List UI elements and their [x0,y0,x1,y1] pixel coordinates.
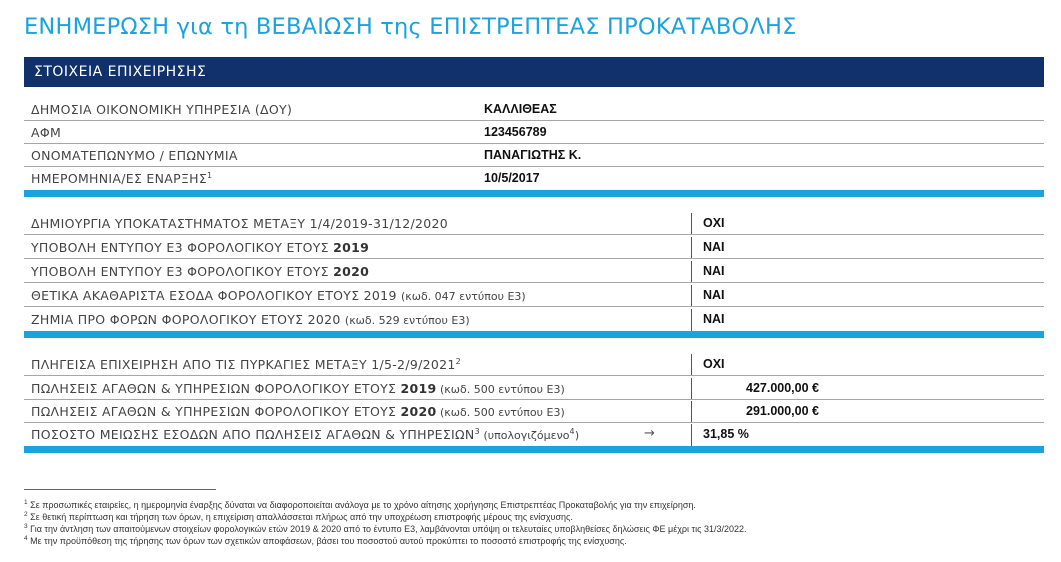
footnote-ref-2: 2 [455,357,461,366]
e3-2019-value: ΝΑΙ [703,240,725,254]
doy-value: ΚΑΛΛΙΘΕΑΣ [484,102,557,116]
row-branch [24,213,1044,235]
loss-value: ΝΑΙ [703,312,725,326]
sales-2020-value: 291.000,00 € [746,404,819,418]
doy-label: ΔΗΜΟΣΙΑ ΟΙΚΟΝΟΜΙΚΗ ΥΠΗΡΕΣΙΑ (ΔΟΥ) [31,102,293,117]
revenue-reduction-value: 31,85 % [703,427,749,441]
name-value: ΠΑΝΑΓΙΩΤΗΣ Κ. [484,148,582,162]
row-e3-2020 [24,261,1044,283]
name-label: ΟΝΟΜΑΤΕΠΩΝΥΜΟ / ΕΠΩΝΥΜΙΑ [31,148,238,163]
start-date-value: 10/5/2017 [484,171,540,185]
sales-2020-label: ΠΩΛΗΣΕΙΣ ΑΓΑΘΩΝ & ΥΠΗΡΕΣΙΩΝ ΦΟΡΟΛΟΓΙΚΟΥ ΕΤΟΥΣ 2020 (κωδ. 500 εντύπου Ε3) [31,404,565,419]
row-name [24,145,1044,167]
footnote-3: $^3$ Για την άντληση των απαιτούμενων στοιχείων φορολογικών ετών 2019 & 2020 από το έντυπο Ε3, λαμβάνονται υπόψη οι τελευταίες υποβληθείσες δηλώσεις ΦΕ μέχρι τις 31/3/2022. [24,523,747,534]
column-divider [691,285,692,306]
section-divider-1 [24,190,1044,197]
column-divider [691,237,692,258]
footnote-2: $^2$ Σε θετική περίπτωση και τήρηση των όρων, η επιχείριση απαλλάσσεται πλήρως από την υποχρέωση επιστροφής μέρους της ενίσχυσης. [24,511,573,522]
section-divider-3 [24,446,1044,453]
e3-2020-label: ΥΠΟΒΟΛΗ ΕΝΤΥΠΟΥ Ε3 ΦΟΡΟΛΟΓΙΚΟΥ ΕΤΟΥΣ 2020 [31,264,370,279]
loss-label: ΖΗΜΙΑ ΠΡΟ ΦΟΡΩΝ ΦΟΡΟΛΟΓΙΚΟΥ ΕΤΟΥΣ 2020 (κωδ. 529 εντύπου Ε3) [31,312,470,327]
branch-label: ΔΗΜΙΟΥΡΓΙΑ ΥΠΟΚΑΤΑΣΤΗΜΑΤΟΣ ΜΕΤΑΞΥ 1/4/2019-31/12/2020 [31,216,449,231]
page-title: ΕΝΗΜΕΡΩΣΗ για τη ΒΕΒΑΙΩΣΗ της ΕΠΙΣΤΡΕΠΤΕΑΣ ΠΡΟΚΑΤΑΒΟΛΗΣ [24,14,797,40]
row-sales-2020 [24,401,1044,423]
column-divider [691,378,692,399]
branch-value: ΟΧΙ [703,216,725,230]
row-start-date [24,168,1044,190]
gross-revenue-value: ΝΑΙ [703,288,725,302]
row-fire-affected [24,354,1044,376]
afm-label: ΑΦΜ [31,125,62,140]
section-divider-2 [24,331,1044,338]
column-divider [691,354,692,375]
sales-2019-value: 427.000,00 € [746,381,819,395]
revenue-reduction-label: ΠΟΣΟΣΤΟ ΜΕΙΩΣΗΣ ΕΣΟΔΩΝ ΑΠΟ ΠΩΛΗΣΕΙΣ ΑΓΑΘΩΝ & ΥΠΗΡΕΣΙΩΝ$^3$ (υπολογιζόμενο$^4$) [31,427,580,443]
footnote-1: $^1$ Σε προσωπικές εταιρείες, η ημερομηνία έναρξης δύναται να διαφοροποιείται ανάλογα με το χρόνο αίτησης χορήγησης Επιστρεπτέας Προκαταβολής για την επιχείρηση. [24,499,696,510]
e3-2019-label: ΥΠΟΒΟΛΗ ΕΝΤΥΠΟΥ Ε3 ΦΟΡΟΛΟΓΙΚΟΥ ΕΤΟΥΣ 2019 [31,240,370,255]
arrow-right-icon: → [644,426,655,441]
row-gross-revenue [24,285,1044,307]
fire-affected-value: ΟΧΙ [703,357,725,371]
row-loss [24,309,1044,331]
footnote-ref-1: 1 [207,171,213,180]
section-header [24,57,1044,87]
e3-2020-value: ΝΑΙ [703,264,725,278]
column-divider [691,401,692,422]
footnote-4: $^4$ Με την προϋπόθεση της τήρησης των όρων των σχετικών αποφάσεων, βάσει του ποσοστού αυτού προκύπτει το ποσοστό επιστροφής της ενίσχυσης. [24,535,627,546]
row-sales-2019 [24,378,1044,400]
column-divider [691,309,692,331]
footnote-ref-3: 3 [474,427,480,436]
section-header-label: ΣΤΟΙΧΕΙΑ ΕΠΙΧΕΙΡΗΣΗΣ [34,64,207,80]
column-divider [691,213,692,234]
fire-affected-label: ΠΛΗΓΕΙΣΑ ΕΠΙΧΕΙΡΗΣΗ ΑΠΟ ΤΙΣ ΠΥΡΚΑΓΙΕΣ ΜΕΤΑΞΥ 1/5-2/9/2021$^2$ [31,357,461,373]
afm-value: 123456789 [484,125,547,139]
start-date-label: ΗΜΕΡΟΜΗΝΙΑ/ΕΣ ΕΝΑΡΞΗΣ$^1$ [31,171,213,187]
row-doy [24,99,1044,121]
row-afm [24,122,1044,144]
footnote-ref-4: 4 [569,427,575,436]
gross-revenue-label: ΘΕΤΙΚΑ ΑΚΑΘΑΡΙΣΤΑ ΕΣΟΔΑ ΦΟΡΟΛΟΓΙΚΟΥ ΕΤΟΥΣ 2019 (κωδ. 047 εντύπου Ε3) [31,288,526,303]
row-revenue-reduction [24,424,1044,446]
sales-2019-label: ΠΩΛΗΣΕΙΣ ΑΓΑΘΩΝ & ΥΠΗΡΕΣΙΩΝ ΦΟΡΟΛΟΓΙΚΟΥ ΕΤΟΥΣ 2019 (κωδ. 500 εντύπου Ε3) [31,381,565,396]
row-e3-2019 [24,237,1044,259]
column-divider [691,424,692,446]
column-divider [691,261,692,282]
footnote-separator [24,489,216,490]
